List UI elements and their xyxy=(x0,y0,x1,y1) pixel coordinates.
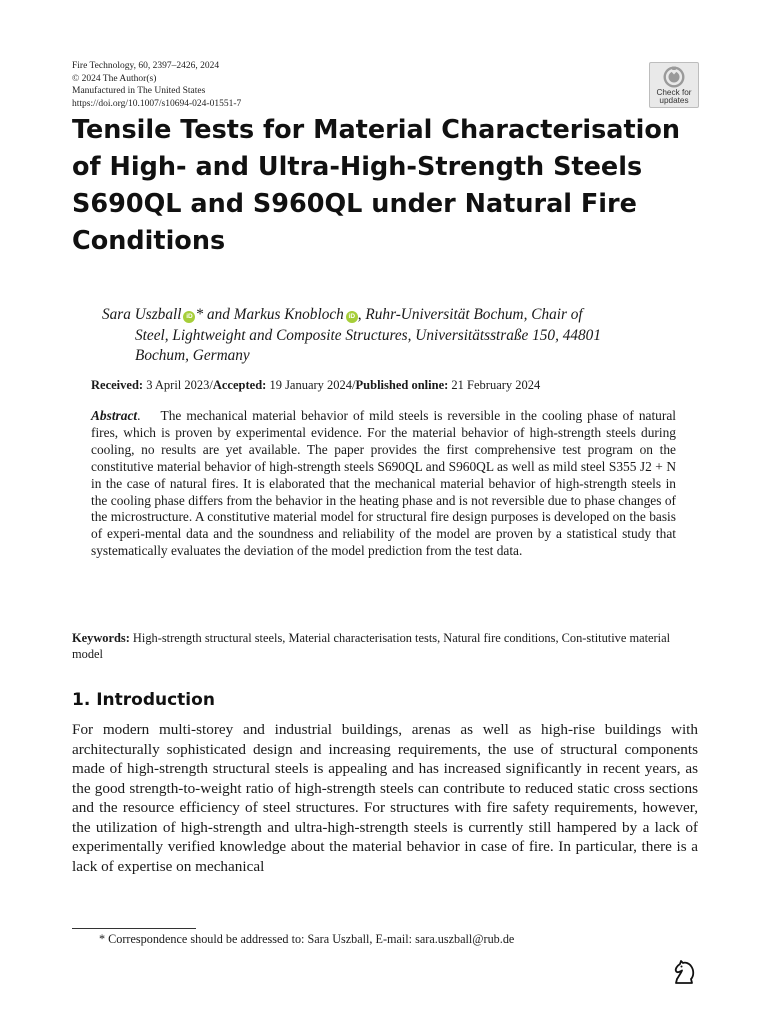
affiliation-line: Bochum, Germany xyxy=(135,347,250,364)
check-for-updates-icon xyxy=(662,65,686,89)
journal-metadata xyxy=(72,60,241,110)
publication-dates xyxy=(91,377,540,393)
keywords xyxy=(72,630,672,663)
section-title: Introduction xyxy=(96,690,215,710)
title-line: of High- and Ultra-High-Strength Steels xyxy=(72,152,643,182)
check-for-updates-badge[interactable] xyxy=(649,62,699,108)
badge-text-line2: updates xyxy=(659,96,689,106)
affiliation-part: , Ruhr-Universität Bochum, Chair of xyxy=(357,306,583,323)
journal-citation: Fire Technology, 60, 2397–2426, 2024 xyxy=(72,61,220,71)
keywords-label: Keywords: xyxy=(72,631,130,645)
orcid-icon: iD xyxy=(346,311,358,323)
springer-horse-logo xyxy=(670,958,698,986)
accepted-label: Accepted: xyxy=(212,378,267,392)
author-name-knobloch: Markus Knobloch xyxy=(233,306,344,323)
doi-link: https://doi.org/10.1007/s10694-024-01551-7 xyxy=(72,98,242,109)
copyright-notice: © 2024 The Author(s) xyxy=(72,73,157,84)
published-date: 21 February 2024 xyxy=(448,378,541,392)
author-name-uszball: Sara Uszball xyxy=(102,306,182,323)
title-line: Tensile Tests for Material Characterisation xyxy=(72,115,681,145)
received-label: Received: xyxy=(91,378,144,392)
paper-title xyxy=(72,112,712,260)
accepted-date: 19 January 2024/ xyxy=(266,378,356,392)
abstract xyxy=(91,408,676,560)
title-line: Conditions xyxy=(72,226,226,256)
author-conjunction: and xyxy=(203,306,234,323)
received-date: 3 April 2023/ xyxy=(143,378,213,392)
section-number: 1. xyxy=(72,690,91,710)
published-label: Published online: xyxy=(355,378,449,392)
corresponding-star: * xyxy=(195,306,204,323)
title-line: S690QL and S960QL under Natural Fire xyxy=(72,189,637,219)
author-line xyxy=(102,305,702,326)
correspondence-footnote: * Correspondence should be addressed to: Sara Uszball, E-mail: sara.uszball@rub.de xyxy=(99,932,515,946)
section-heading-introduction xyxy=(72,688,215,712)
abstract-label: Abstract xyxy=(91,408,138,423)
introduction-paragraph: For modern multi-storey and industrial buildings, arenas as well as high-rise buildings with architecturally sophisticated design and increasing requirements, the use of structural components made of high-strength structural steels is appealing and has increased significantly in recent years, as the good strength-to-weight ratio of high-strength steels can contribute to reduced static cross sections and the resource efficiency of steel structures. For structures with fire safety requirements, however, the utilization of high-strength and ultra-high-strength steels is currently still hampered by a lack of experimentally verified knowledge about the material behavior in case of fire. In particular, there is a lack of expertise on mechanical xyxy=(72,721,698,875)
manufactured-note: Manufactured in The United States xyxy=(72,86,206,97)
keywords-text: High-strength structural steels, Material characterisation tests, Natural fire conditions, Con-stitutive material model xyxy=(72,631,671,662)
author-block xyxy=(102,305,702,367)
orcid-icon: iD xyxy=(183,311,195,323)
footnote-divider xyxy=(72,928,196,929)
affiliation-line: Steel, Lightweight and Composite Structures, Universitätsstraße 150, 44801 xyxy=(135,326,601,344)
abstract-text: The mechanical material behavior of mild steels is reversible in the cooling phase of natural fires, which is proven by experimental evidence. For the material behavior of high-strength steels during cooling, no results are yet available. The paper provides the first comprehensive test program on the constitutive material behavior of high-strength steels S690QL and S960QL as well as mild steel S355 J2 + N in the case of natural fires. It is elaborated that the mechanical material behavior of high-strength steels in the cooling phase differs from the behavior in the heating phase and is not reversible due to phase changes of the microstructure. A constitutive material model for structural fire design purposes is developed on the basis of experi-mental data and the soundness and reliability of the model are proven by a statistical study that systematically evaluates the deviation of the model prediction from the test data. xyxy=(91,408,676,559)
badge-text-line1: Check for xyxy=(656,88,692,97)
abstract-dot: . xyxy=(137,408,141,423)
